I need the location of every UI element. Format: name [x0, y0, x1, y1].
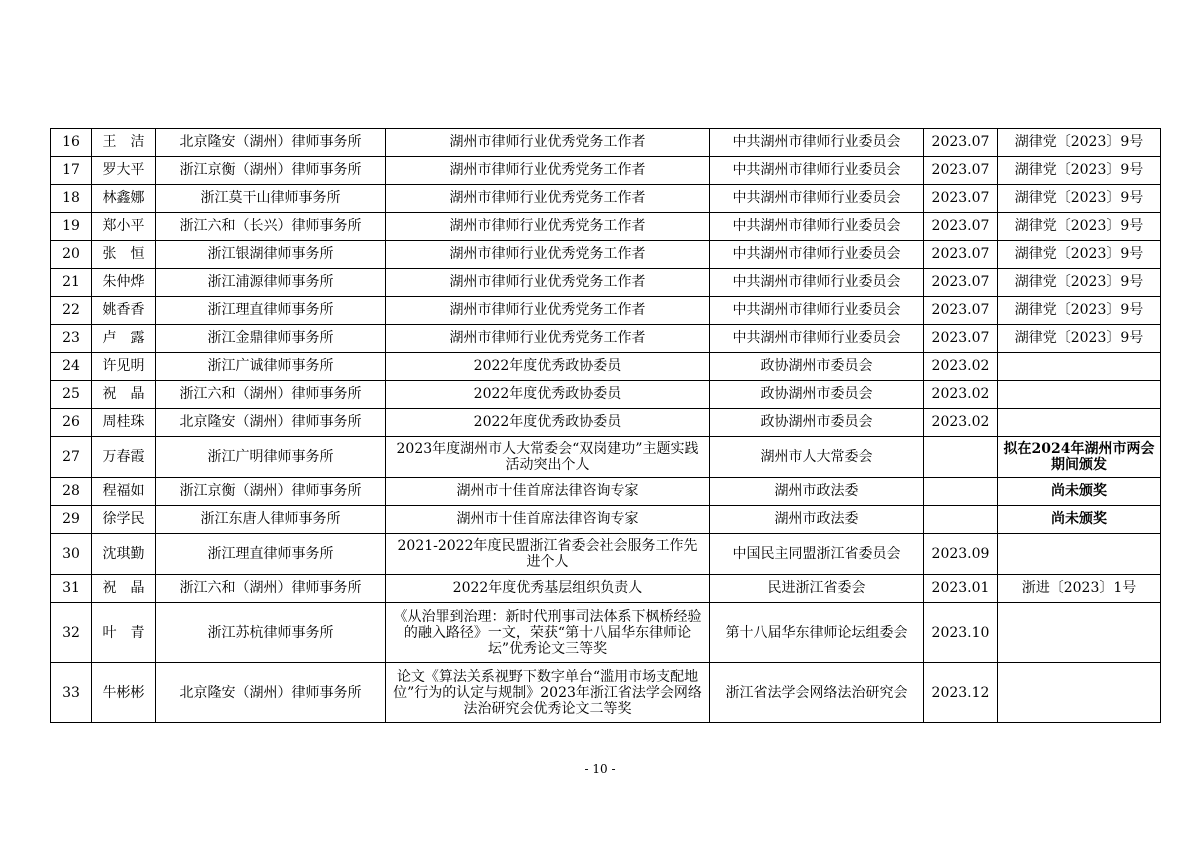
- date-cell: [924, 506, 998, 534]
- honor-cell: 2022年度优秀基层组织负责人: [386, 575, 710, 603]
- honor-cell: 湖州市律师行业优秀党务工作者: [386, 185, 710, 213]
- table-row: [51, 575, 1161, 603]
- issuer-cell: 中共湖州市律师行业委员会: [710, 269, 924, 297]
- document-number-cell: 拟在2024年湖州市两会期间颁发: [998, 437, 1161, 478]
- document-number-cell: 湖律党〔2023〕9号: [998, 269, 1161, 297]
- issuer-cell: 中共湖州市律师行业委员会: [710, 213, 924, 241]
- law-firm-cell: 北京隆安（湖州）律师事务所: [156, 409, 386, 437]
- honor-cell: 《从治罪到治理：新时代刑事司法体系下枫桥经验的融入路径》一文，荣获“第十八届华东律师论坛”优秀论文三等奖: [386, 603, 710, 663]
- date-cell: 2023.02: [924, 381, 998, 409]
- awards-table-body: [51, 129, 1161, 723]
- document-number-cell: [998, 534, 1161, 575]
- document-number-cell: 湖律党〔2023〕9号: [998, 241, 1161, 269]
- issuer-cell: 第十八届华东律师论坛组委会: [710, 603, 924, 663]
- law-firm-cell: 浙江京衡（湖州）律师事务所: [156, 478, 386, 506]
- table-row: [51, 129, 1161, 157]
- date-cell: 2023.07: [924, 213, 998, 241]
- name-cell: 万春霞: [92, 437, 156, 478]
- honor-cell: 湖州市律师行业优秀党务工作者: [386, 157, 710, 185]
- honor-cell: 2022年度优秀政协委员: [386, 353, 710, 381]
- date-cell: 2023.07: [924, 157, 998, 185]
- name-cell: 林鑫娜: [92, 185, 156, 213]
- document-number-cell: 湖律党〔2023〕9号: [998, 157, 1161, 185]
- honor-cell: 湖州市律师行业优秀党务工作者: [386, 213, 710, 241]
- row-number-cell: 19: [51, 213, 92, 241]
- name-cell: 朱仲烨: [92, 269, 156, 297]
- row-number-cell: 33: [51, 663, 92, 723]
- table-row: [51, 297, 1161, 325]
- document-number-cell: [998, 353, 1161, 381]
- honor-cell: 2021-2022年度民盟浙江省委会社会服务工作先进个人: [386, 534, 710, 575]
- table-row: [51, 506, 1161, 534]
- issuer-cell: 湖州市人大常委会: [710, 437, 924, 478]
- law-firm-cell: 浙江理直律师事务所: [156, 297, 386, 325]
- table-row: [51, 213, 1161, 241]
- name-cell: 郑小平: [92, 213, 156, 241]
- name-cell: 祝 晶: [92, 575, 156, 603]
- issuer-cell: 政协湖州市委员会: [710, 353, 924, 381]
- date-cell: 2023.09: [924, 534, 998, 575]
- table-row: [51, 157, 1161, 185]
- row-number-cell: 29: [51, 506, 92, 534]
- name-cell: 徐学民: [92, 506, 156, 534]
- document-number-cell: [998, 409, 1161, 437]
- document-number-cell: 湖律党〔2023〕9号: [998, 213, 1161, 241]
- issuer-cell: 中共湖州市律师行业委员会: [710, 157, 924, 185]
- table-row: [51, 185, 1161, 213]
- table-row: [51, 603, 1161, 663]
- document-number-cell: [998, 381, 1161, 409]
- issuer-cell: 政协湖州市委员会: [710, 409, 924, 437]
- date-cell: 2023.01: [924, 575, 998, 603]
- honor-cell: 湖州市律师行业优秀党务工作者: [386, 241, 710, 269]
- name-cell: 许见明: [92, 353, 156, 381]
- issuer-cell: 中共湖州市律师行业委员会: [710, 241, 924, 269]
- date-cell: [924, 437, 998, 478]
- document-number-cell: 湖律党〔2023〕9号: [998, 325, 1161, 353]
- document-number-cell: [998, 663, 1161, 723]
- law-firm-cell: 浙江苏杭律师事务所: [156, 603, 386, 663]
- issuer-cell: 政协湖州市委员会: [710, 381, 924, 409]
- law-firm-cell: 浙江六和（长兴）律师事务所: [156, 213, 386, 241]
- table-row: [51, 381, 1161, 409]
- issuer-cell: 中共湖州市律师行业委员会: [710, 297, 924, 325]
- row-number-cell: 23: [51, 325, 92, 353]
- row-number-cell: 17: [51, 157, 92, 185]
- law-firm-cell: 浙江浦源律师事务所: [156, 269, 386, 297]
- date-cell: 2023.07: [924, 185, 998, 213]
- table-row: [51, 269, 1161, 297]
- honor-cell: 湖州市律师行业优秀党务工作者: [386, 269, 710, 297]
- table-row: [51, 478, 1161, 506]
- document-number-cell: 尚未颁奖: [998, 506, 1161, 534]
- name-cell: 罗大平: [92, 157, 156, 185]
- law-firm-cell: 浙江广明律师事务所: [156, 437, 386, 478]
- date-cell: 2023.07: [924, 297, 998, 325]
- date-cell: 2023.12: [924, 663, 998, 723]
- law-firm-cell: 浙江莫干山律师事务所: [156, 185, 386, 213]
- row-number-cell: 16: [51, 129, 92, 157]
- document-number-cell: 湖律党〔2023〕9号: [998, 129, 1161, 157]
- law-firm-cell: 浙江银湖律师事务所: [156, 241, 386, 269]
- honor-cell: 湖州市律师行业优秀党务工作者: [386, 129, 710, 157]
- row-number-cell: 18: [51, 185, 92, 213]
- table-row: [51, 241, 1161, 269]
- date-cell: 2023.07: [924, 129, 998, 157]
- page-number: - 10 -: [584, 762, 616, 776]
- law-firm-cell: 浙江六和（湖州）律师事务所: [156, 381, 386, 409]
- name-cell: 牛彬彬: [92, 663, 156, 723]
- law-firm-cell: 浙江六和（湖州）律师事务所: [156, 575, 386, 603]
- row-number-cell: 32: [51, 603, 92, 663]
- issuer-cell: 民进浙江省委会: [710, 575, 924, 603]
- issuer-cell: 中共湖州市律师行业委员会: [710, 185, 924, 213]
- table-row: [51, 409, 1161, 437]
- name-cell: 程福如: [92, 478, 156, 506]
- law-firm-cell: 浙江金鼎律师事务所: [156, 325, 386, 353]
- name-cell: 张 恒: [92, 241, 156, 269]
- table-row: [51, 437, 1161, 478]
- law-firm-cell: 浙江广诚律师事务所: [156, 353, 386, 381]
- row-number-cell: 20: [51, 241, 92, 269]
- law-firm-cell: 北京隆安（湖州）律师事务所: [156, 129, 386, 157]
- issuer-cell: 浙江省法学会网络法治研究会: [710, 663, 924, 723]
- table-row: [51, 325, 1161, 353]
- name-cell: 沈琪勤: [92, 534, 156, 575]
- honor-cell: 湖州市十佳首席法律咨询专家: [386, 478, 710, 506]
- name-cell: 卢 露: [92, 325, 156, 353]
- document-number-cell: 湖律党〔2023〕9号: [998, 185, 1161, 213]
- table-row: [51, 353, 1161, 381]
- row-number-cell: 24: [51, 353, 92, 381]
- row-number-cell: 21: [51, 269, 92, 297]
- document-number-cell: 尚未颁奖: [998, 478, 1161, 506]
- honor-cell: 2022年度优秀政协委员: [386, 381, 710, 409]
- row-number-cell: 27: [51, 437, 92, 478]
- date-cell: [924, 478, 998, 506]
- name-cell: 姚香香: [92, 297, 156, 325]
- honor-cell: 湖州市十佳首席法律咨询专家: [386, 506, 710, 534]
- awards-table: [50, 128, 1161, 723]
- name-cell: 王 洁: [92, 129, 156, 157]
- row-number-cell: 31: [51, 575, 92, 603]
- name-cell: 祝 晶: [92, 381, 156, 409]
- date-cell: 2023.02: [924, 409, 998, 437]
- issuer-cell: 中共湖州市律师行业委员会: [710, 325, 924, 353]
- issuer-cell: 中共湖州市律师行业委员会: [710, 129, 924, 157]
- document-number-cell: 湖律党〔2023〕9号: [998, 297, 1161, 325]
- honor-cell: 湖州市律师行业优秀党务工作者: [386, 297, 710, 325]
- document-number-cell: 浙进〔2023〕1号: [998, 575, 1161, 603]
- honor-cell: 2022年度优秀政协委员: [386, 409, 710, 437]
- date-cell: 2023.07: [924, 241, 998, 269]
- row-number-cell: 25: [51, 381, 92, 409]
- date-cell: 2023.07: [924, 269, 998, 297]
- name-cell: 周桂珠: [92, 409, 156, 437]
- table-row: [51, 663, 1161, 723]
- document-number-cell: [998, 603, 1161, 663]
- law-firm-cell: 浙江东唐人律师事务所: [156, 506, 386, 534]
- row-number-cell: 22: [51, 297, 92, 325]
- issuer-cell: 湖州市政法委: [710, 506, 924, 534]
- row-number-cell: 30: [51, 534, 92, 575]
- date-cell: 2023.07: [924, 325, 998, 353]
- date-cell: 2023.02: [924, 353, 998, 381]
- law-firm-cell: 浙江京衡（湖州）律师事务所: [156, 157, 386, 185]
- issuer-cell: 中国民主同盟浙江省委员会: [710, 534, 924, 575]
- row-number-cell: 28: [51, 478, 92, 506]
- issuer-cell: 湖州市政法委: [710, 478, 924, 506]
- law-firm-cell: 浙江理直律师事务所: [156, 534, 386, 575]
- name-cell: 叶 青: [92, 603, 156, 663]
- law-firm-cell: 北京隆安（湖州）律师事务所: [156, 663, 386, 723]
- honor-cell: 论文《算法关系视野下数字单台“滥用市场支配地位”行为的认定与规制》2023年浙江省法学会网络法治研究会优秀论文二等奖: [386, 663, 710, 723]
- table-row: [51, 534, 1161, 575]
- honor-cell: 2023年度湖州市人大常委会“双岗建功”主题实践活动突出个人: [386, 437, 710, 478]
- row-number-cell: 26: [51, 409, 92, 437]
- honor-cell: 湖州市律师行业优秀党务工作者: [386, 325, 710, 353]
- date-cell: 2023.10: [924, 603, 998, 663]
